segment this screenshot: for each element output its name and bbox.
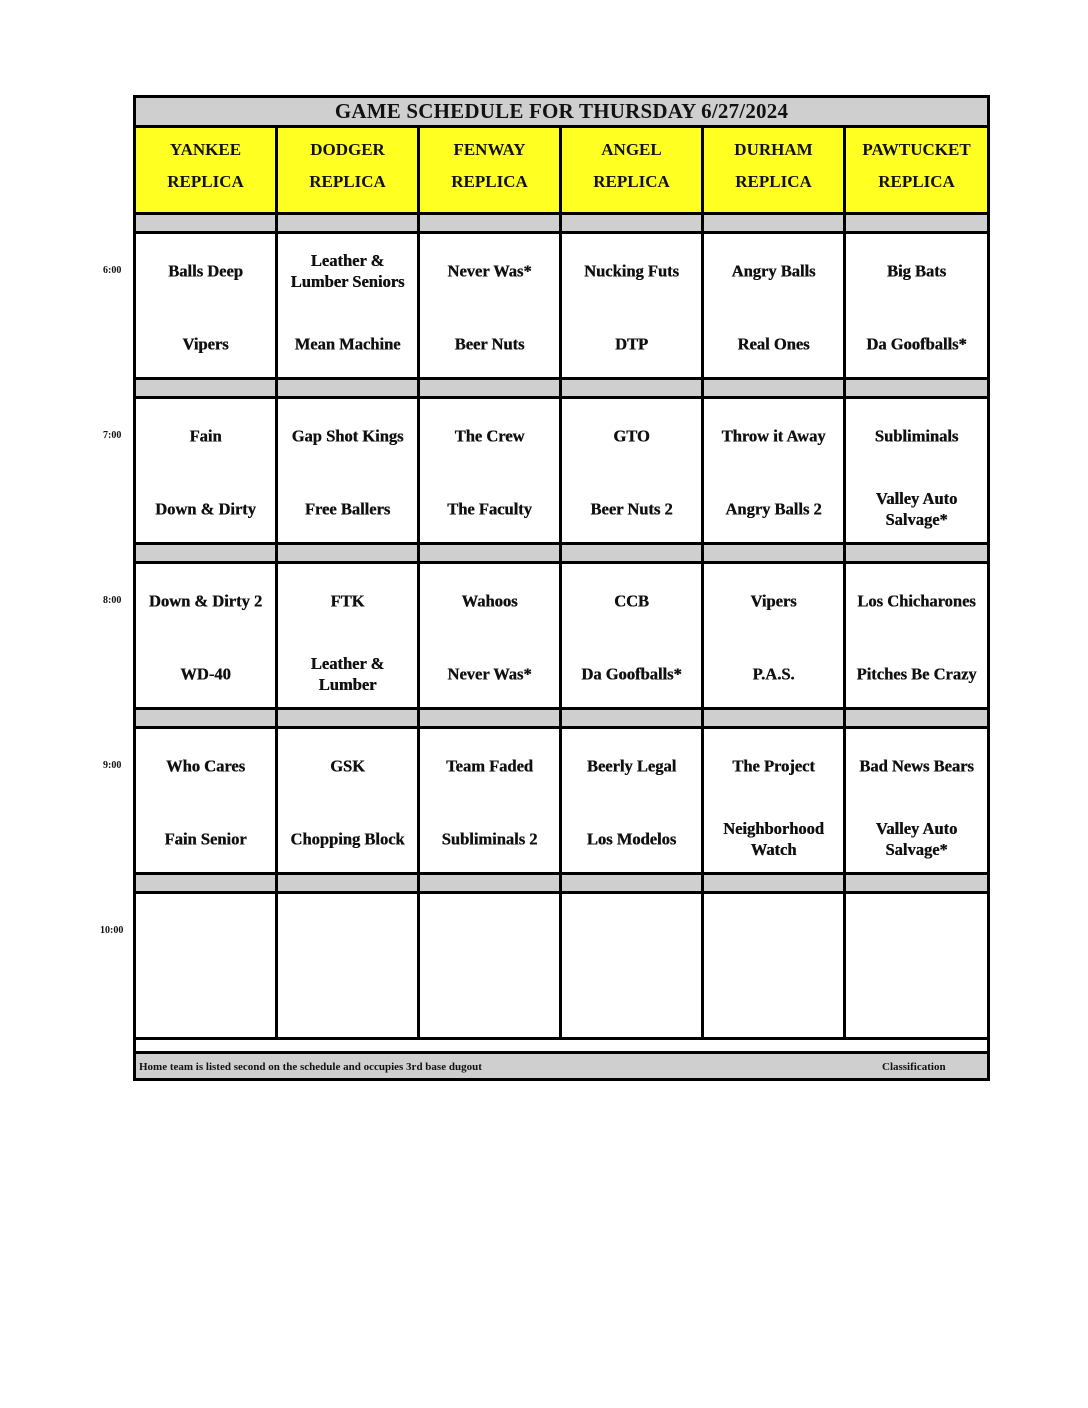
separator-cell: [420, 875, 562, 891]
separator-row: [136, 215, 987, 234]
game-cell: [704, 234, 846, 377]
separator-cell: [278, 545, 420, 561]
separator-cell: [278, 215, 420, 231]
visiting-team: CCB: [614, 591, 649, 611]
field-header: ANGEL REPLICA: [562, 128, 704, 212]
schedule-footer: [136, 1051, 987, 1078]
separator-cell: [562, 545, 704, 561]
separator-cell: [704, 215, 846, 231]
game-cell: [846, 894, 987, 1037]
home-team: Mean Machine: [294, 334, 401, 354]
game-cell: [278, 234, 420, 377]
separator-cell: [704, 875, 846, 891]
separator-cell: [420, 380, 562, 396]
visiting-team: Beerly Legal: [586, 756, 677, 776]
separator-cell: [136, 710, 278, 726]
game-cell: [562, 564, 704, 707]
home-team: Da Goofballs*: [581, 664, 682, 684]
separator-row: [136, 875, 987, 894]
game-cell: [278, 894, 420, 1037]
home-team: Leather & Lumber: [310, 654, 385, 694]
game-cell: [420, 729, 562, 872]
visiting-team: Throw it Away: [721, 426, 826, 446]
time-slot-row: [136, 234, 987, 380]
game-cell: [562, 729, 704, 872]
separator-cell: [278, 710, 420, 726]
visiting-team: Team Faded: [446, 756, 533, 776]
separator-cell: [562, 215, 704, 231]
visiting-team: Never Was*: [447, 261, 532, 281]
home-team: Real Ones: [737, 334, 810, 354]
visiting-team: The Crew: [454, 426, 525, 446]
separator-cell: [278, 380, 420, 396]
separator-cell: [846, 875, 987, 891]
game-cell: [562, 894, 704, 1037]
separator-row: [136, 710, 987, 729]
home-team: WD-40: [180, 664, 231, 684]
field-header-row: [136, 128, 987, 215]
game-cell: [420, 564, 562, 707]
separator-cell: [136, 215, 278, 231]
separator-cell: [136, 380, 278, 396]
game-cell: [278, 564, 420, 707]
game-cell: [136, 234, 278, 377]
field-header: FENWAY REPLICA: [420, 128, 562, 212]
home-team: Fain Senior: [164, 829, 247, 849]
separator-cell: [846, 710, 987, 726]
game-cell: [562, 399, 704, 542]
separator-cell: [846, 545, 987, 561]
home-team: Free Ballers: [304, 499, 391, 519]
separator-cell: [136, 545, 278, 561]
time-slot-row: [136, 399, 987, 545]
game-cell: [420, 894, 562, 1037]
home-team: Pitches Be Crazy: [856, 664, 977, 684]
home-team: Beer Nuts: [454, 334, 525, 354]
visiting-team: Nucking Futs: [584, 261, 679, 281]
separator-cell: [420, 710, 562, 726]
game-cell: [278, 729, 420, 872]
game-cell: [136, 894, 278, 1037]
visiting-team: Down & Dirty 2: [148, 591, 263, 611]
visiting-team: Angry Balls: [731, 261, 816, 281]
separator-cell: [420, 545, 562, 561]
field-header: DODGER REPLICA: [278, 128, 420, 212]
schedule-sheet: [133, 95, 990, 1081]
time-label: 6:00: [103, 265, 122, 276]
visiting-team: FTK: [330, 591, 365, 611]
separator-cell: [704, 380, 846, 396]
visiting-team: The Project: [732, 756, 815, 776]
separator-cell: [562, 380, 704, 396]
game-cell: [562, 234, 704, 377]
home-team: The Faculty: [447, 499, 532, 519]
field-header: PAWTUCKET REPLICA: [846, 128, 987, 212]
visiting-team: GSK: [330, 756, 365, 776]
separator-row: [136, 545, 987, 564]
home-team: Never Was*: [447, 664, 532, 684]
game-cell: [846, 234, 987, 377]
separator-cell: [420, 215, 562, 231]
home-team: Vipers: [182, 334, 229, 354]
game-cell: [420, 399, 562, 542]
game-cell: [704, 729, 846, 872]
visiting-team: Gap Shot Kings: [291, 426, 404, 446]
home-team: Neighborhood Watch: [723, 819, 824, 859]
home-team: DTP: [615, 334, 648, 354]
visiting-team: Who Cares: [166, 756, 245, 776]
game-cell: [278, 399, 420, 542]
home-team: Down & Dirty: [155, 499, 256, 519]
game-cell: [846, 399, 987, 542]
home-team: Angry Balls 2: [725, 499, 822, 519]
home-team: P.A.S.: [752, 664, 795, 684]
time-label: 10:00: [100, 925, 124, 936]
visiting-team: Balls Deep: [168, 261, 243, 281]
game-cell: [136, 729, 278, 872]
game-cell: [704, 399, 846, 542]
separator-cell: [704, 710, 846, 726]
game-cell: [420, 234, 562, 377]
home-team: Valley Auto Salvage*: [875, 819, 958, 859]
game-cell: [704, 894, 846, 1037]
time-label: 9:00: [103, 760, 122, 771]
footer-classification: Classification: [882, 1061, 946, 1073]
footer-note: Home team is listed second on the schedule and occupies 3rd base dugout: [139, 1061, 482, 1073]
game-cell: [846, 729, 987, 872]
separator-row: [136, 380, 987, 399]
home-team: Chopping Block: [290, 829, 405, 849]
game-cell: [136, 399, 278, 542]
time-slot-row: [136, 564, 987, 710]
visiting-team: Fain: [189, 426, 222, 446]
separator-cell: [278, 875, 420, 891]
time-slot-row: [136, 729, 987, 875]
home-team: Beer Nuts 2: [590, 499, 673, 519]
visiting-team: Los Chicharones: [857, 591, 976, 611]
home-team: Valley Auto Salvage*: [875, 489, 958, 529]
home-team: Da Goofballs*: [866, 334, 967, 354]
visiting-team: Leather & Lumber Seniors: [290, 251, 405, 291]
schedule-title: GAME SCHEDULE FOR THURSDAY 6/27/2024: [136, 98, 987, 128]
field-header: DURHAM REPLICA: [704, 128, 846, 212]
visiting-team: Big Bats: [886, 261, 947, 281]
visiting-team: Bad News Bears: [859, 756, 974, 776]
visiting-team: GTO: [613, 426, 650, 446]
separator-cell: [704, 545, 846, 561]
game-cell: [136, 564, 278, 707]
time-label: 8:00: [103, 595, 122, 606]
time-label: 7:00: [103, 430, 122, 441]
separator-cell: [562, 875, 704, 891]
field-header: YANKEE REPLICA: [136, 128, 278, 212]
separator-cell: [136, 875, 278, 891]
home-team: Los Modelos: [586, 829, 677, 849]
separator-cell: [846, 380, 987, 396]
game-cell: [846, 564, 987, 707]
time-slot-row: [136, 894, 987, 1040]
separator-cell: [846, 215, 987, 231]
visiting-team: Vipers: [750, 591, 797, 611]
visiting-team: Subliminals: [874, 426, 959, 446]
separator-cell: [562, 710, 704, 726]
visiting-team: Wahoos: [461, 591, 518, 611]
game-cell: [704, 564, 846, 707]
home-team: Subliminals 2: [441, 829, 538, 849]
